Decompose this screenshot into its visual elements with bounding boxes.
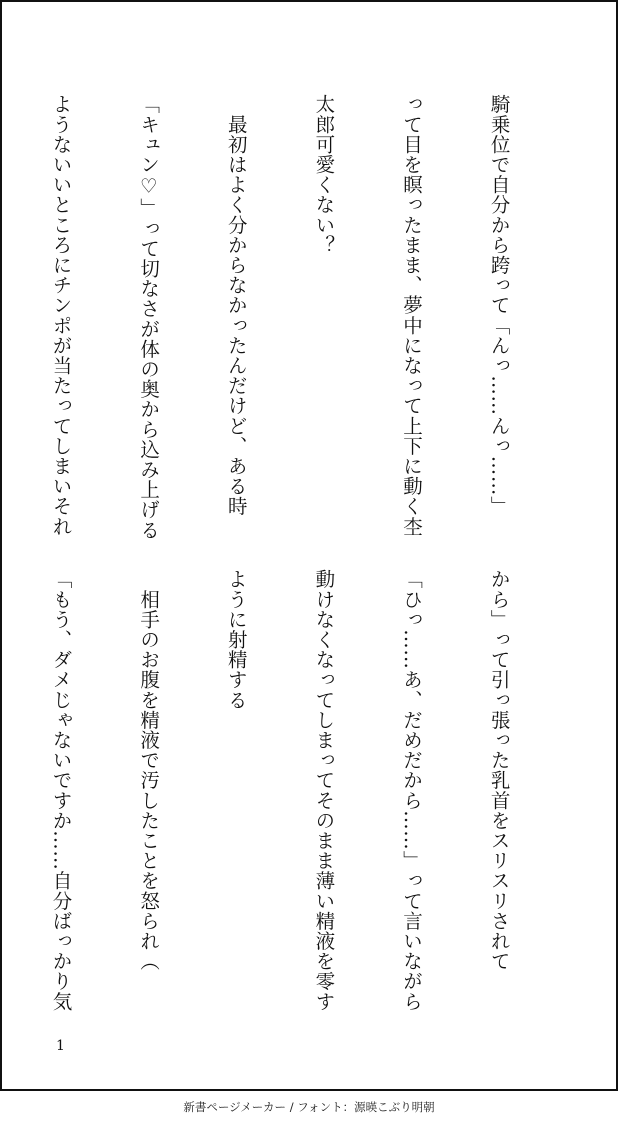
text-line: 「キュン♡」って切なさが体の奥から込み上げる: [137, 94, 161, 540]
text-line: 「もう、ダメじゃないですか……自分ばっかり気: [49, 569, 73, 1012]
lower-text-block: [49, 569, 572, 1012]
text-line: から」って引っ張った乳首をスリスリされて: [487, 569, 511, 971]
text-line: 相手のお腹を精液で汚したことを怒られ（: [137, 569, 161, 971]
upper-text-block: [49, 94, 572, 540]
text-line: ように射精する: [224, 569, 248, 710]
text-line: ようないいところにチンポが当たってしまいそれ: [49, 94, 73, 537]
footer-credit: 新書ページメーカー / フォント：源暎こぶり明朝: [183, 1100, 435, 1114]
text-line: 太郎可愛くない？: [312, 94, 336, 255]
text-line: って目を瞑ったまま、夢中になって上下に動く杢: [399, 94, 423, 537]
text-line: 最初はよく分からなかったんだけど、ある時: [224, 94, 248, 517]
text-line: 騎乗位で自分から跨って「んっ……んっ……」: [487, 94, 511, 517]
text-line: 動けなくなってしまってそのまま薄い精液を零す: [312, 569, 336, 1012]
text-line: 「ひっ……あ、だめだから……」って言いながら: [399, 569, 423, 1012]
page-number: 1: [56, 1038, 65, 1054]
